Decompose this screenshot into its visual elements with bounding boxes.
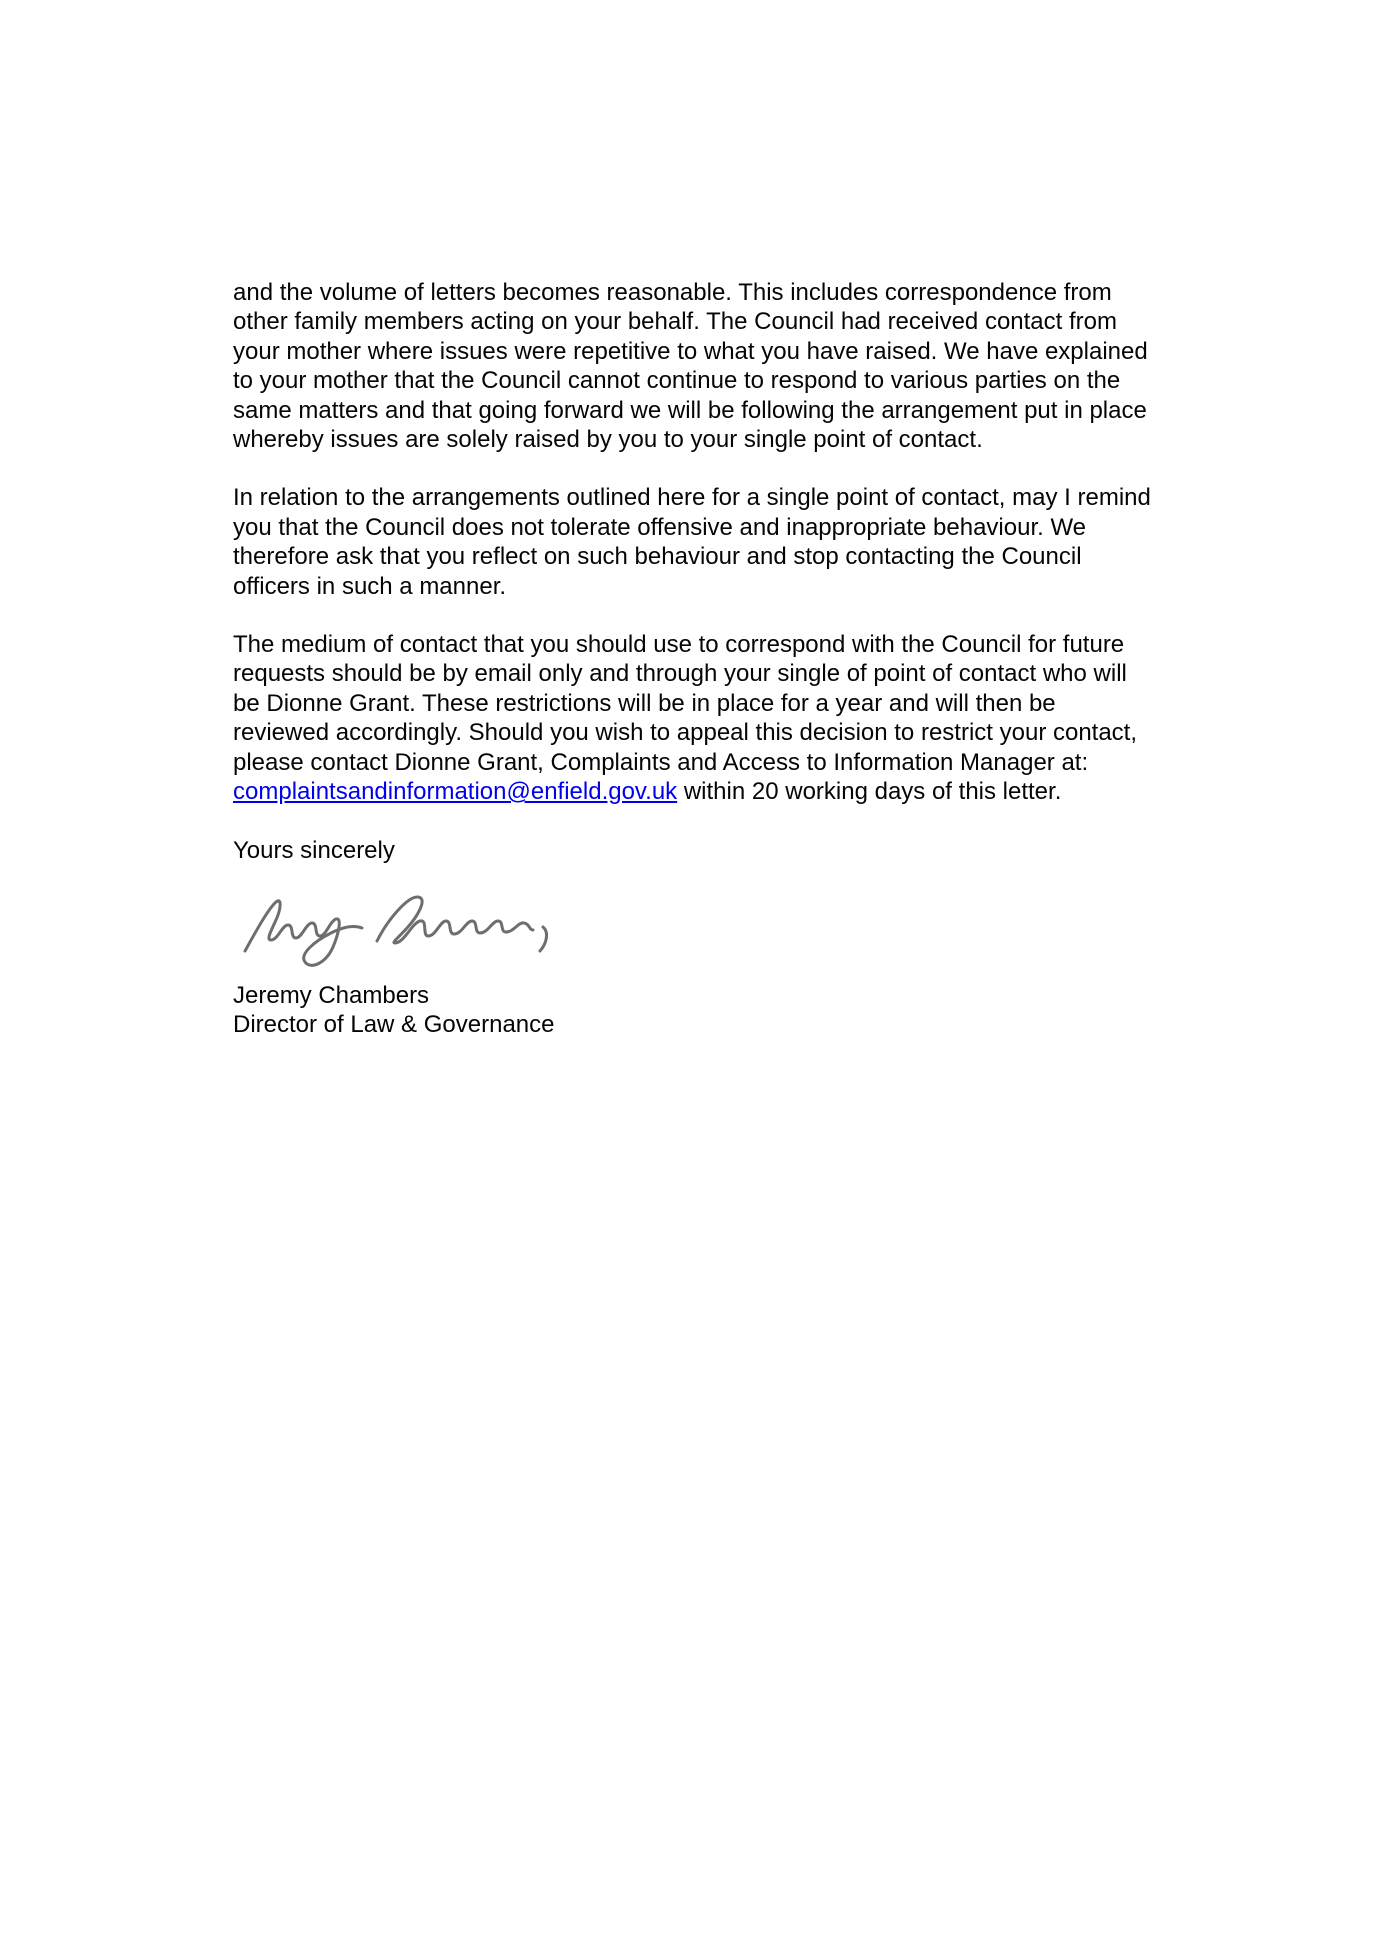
paragraph-line: to your mother that the Council cannot continue to respond to various parties on the [233, 367, 1121, 395]
signer-name: Jeremy Chambers [233, 981, 430, 1009]
signature-block [233, 981, 1253, 1040]
paragraph-line [233, 777, 1253, 806]
letter-body [233, 278, 1253, 1040]
paragraph-line: other family members acting on your behalf. The Council had received contact from [233, 308, 1117, 336]
paragraph [233, 483, 1253, 601]
paragraph-line: The medium of contact that you should use to correspond with the Council for future [233, 631, 1125, 659]
paragraph-line: officers in such a manner. [233, 572, 507, 600]
paragraph-line: please contact Dionne Grant, Complaints and Access to Information Manager at: [233, 748, 1089, 776]
paragraph-line: therefore ask that you reflect on such behaviour and stop contacting the Council [233, 543, 1082, 571]
paragraph-line: In relation to the arrangements outlined here for a single point of contact, may I remind [233, 484, 1151, 512]
paragraph-line: your mother where issues were repetitive to what you have raised. We have explained [233, 337, 1148, 365]
closing-text: Yours sincerely [233, 836, 395, 864]
paragraph-line: be Dionne Grant. These restrictions will be in place for a year and will then be [233, 689, 1056, 717]
signer-title: Director of Law & Governance [233, 1011, 555, 1039]
paragraph-line: reviewed accordingly. Should you wish to appeal this decision to restrict your contact, [233, 719, 1138, 747]
paragraph-line: same matters and that going forward we will be following the arrangement put in place [233, 396, 1147, 424]
email-link-suffix: within 20 working days of this letter. [677, 778, 1062, 806]
paragraph [233, 630, 1253, 806]
email-link[interactable]: complaintsandinformation@enfield.gov.uk [233, 778, 678, 806]
paragraph-line: whereby issues are solely raised by you to your single point of contact. [233, 426, 983, 454]
signature-scribble-icon [241, 875, 571, 967]
paragraph-line: and the volume of letters becomes reasonable. This includes correspondence from [233, 279, 1112, 306]
closing-salutation [233, 836, 1253, 865]
paragraph-line: requests should be by email only and through your single of point of contact who will [233, 660, 1127, 688]
signature-image [241, 875, 571, 967]
paragraph [233, 278, 1253, 454]
paragraph-line: you that the Council does not tolerate offensive and inappropriate behaviour. We [233, 513, 1087, 541]
